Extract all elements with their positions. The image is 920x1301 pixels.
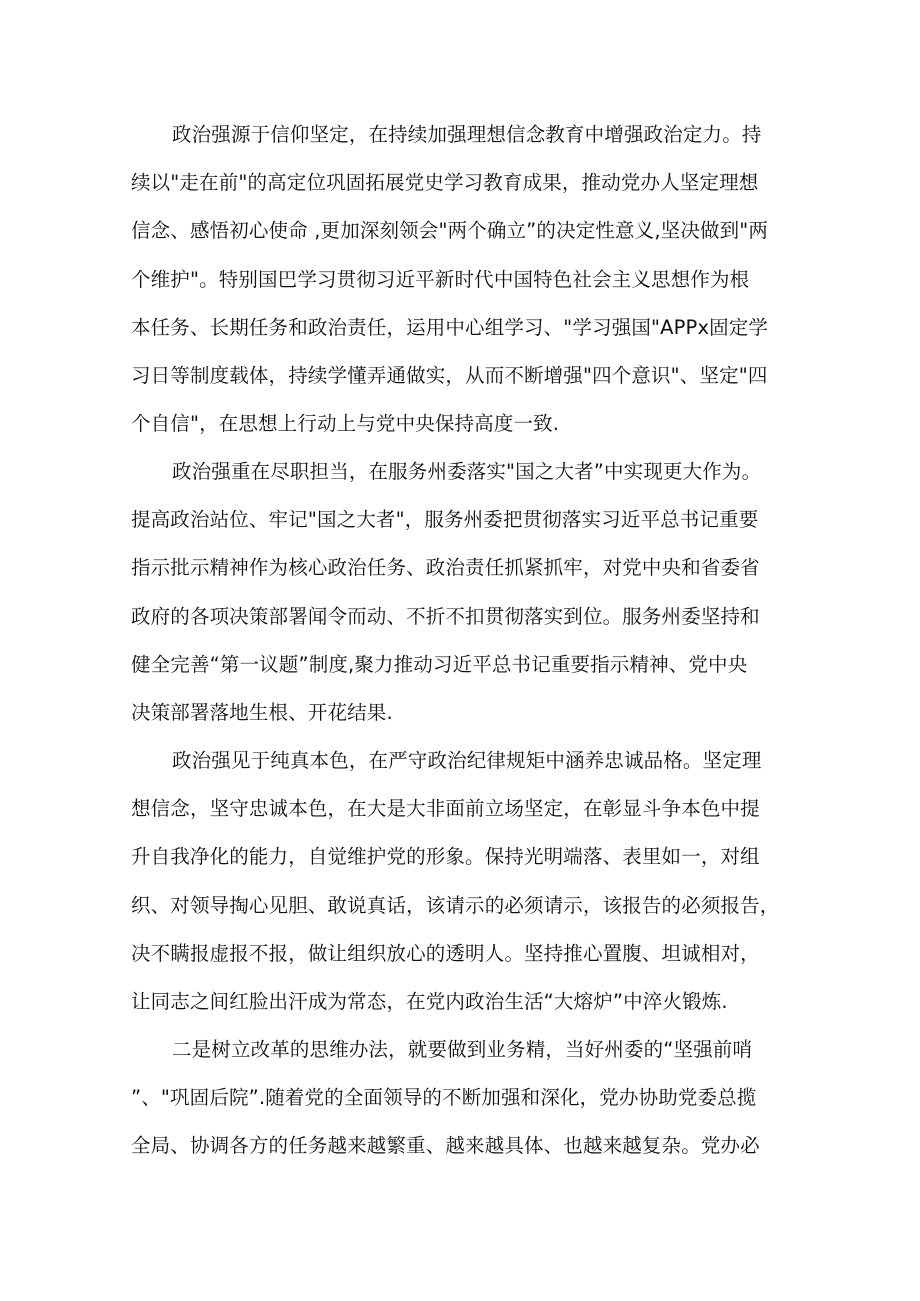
text-line: 本任务、长期任务和政治责任，运用中心组学习、"学习强国"APPx固定学 [131,315,769,339]
text-line: 决策部署落地生根、开花结果. [131,700,393,724]
text-line: 升自我净化的能力，自觉维护党的形象。保持光明端落、表里如一，对组 [131,845,760,869]
text-line: 健全完善“第一议题”制度,聚力推动习近平总书记重要指示精神、党中央 [131,652,748,676]
text-line: 政治强重在尽职担当，在服务州委落实"国之大者”中实现更大作为。 [172,460,762,483]
text-line: 想信念，坚守忠诚本色，在大是大非面前立场坚定，在彰显斗争本色中提 [131,797,760,821]
text-line: ”、"巩固后院”.随着党的全面领导的不断加强和深化，党办协助党委总揽 [131,1086,757,1110]
text-line: 全局、协调各方的任务越来越繁重、越来越具体、也越来越复杂。党办必 [131,1134,760,1158]
text-line: 个维护"。特别国巴学习贯彻习近平新时代中国特色社会主义思想作为根 [131,267,750,291]
text-line: 个自信"，在思想上行动上与党中央保持高度一致. [131,412,560,436]
paragraph-1 [131,111,791,448]
paragraph-4 [131,1026,791,1171]
paragraph-2 [131,448,791,737]
text-line: 二是树立改革的思维办法，就要做到业务精，当好州委的“坚强前哨 [172,1038,753,1061]
text-line: 织、对领导掏心见胆、敢说真话，该请示的必须请示，该报告的必须报告， [131,893,780,917]
text-line: 决不瞒报虚报不报，做让组织放心的透明人。坚持推心置腹、坦诚相对， [131,941,760,965]
text-line: 让同志之间红脸出汗成为常态，在党内政治生活“大熔炉”中淬火锻炼. [131,989,728,1013]
text-line: 政治强见于纯真本色，在严守政治纪律规矩中涵养忠诚品格。坚定理 [172,749,762,772]
text-line: 续以"走在前"的高定位巩固拓展党史学习教育成果，推动党办人坚定理想 [131,171,759,195]
paragraph-3 [131,737,791,1026]
text-line: 政治强源于信仰坚定，在持续加强理想信念教育中增强政治定力。持 [172,123,762,146]
text-line: 信念、感悟初心使命 ,更加深刻领会"两个确立”的决定性意义,坚决做到"两 [131,219,769,243]
text-line: 指示批示精神作为核心政治任务、政治责任抓紧抓牢，对党中央和省委省 [131,556,760,580]
text-line: 提高政治站位、牢记"国之大者"，服务州委把贯彻落实习近平总书记重要 [131,508,759,532]
text-line: 习日等制度载体，持续学懂弄通做实，从而不断增强"四个意识"、坚定"四 [131,363,768,387]
text-line: 政府的各项决策部署闻令而动、不折不扣贯彻落实到位。服务州委坚持和 [131,604,760,628]
